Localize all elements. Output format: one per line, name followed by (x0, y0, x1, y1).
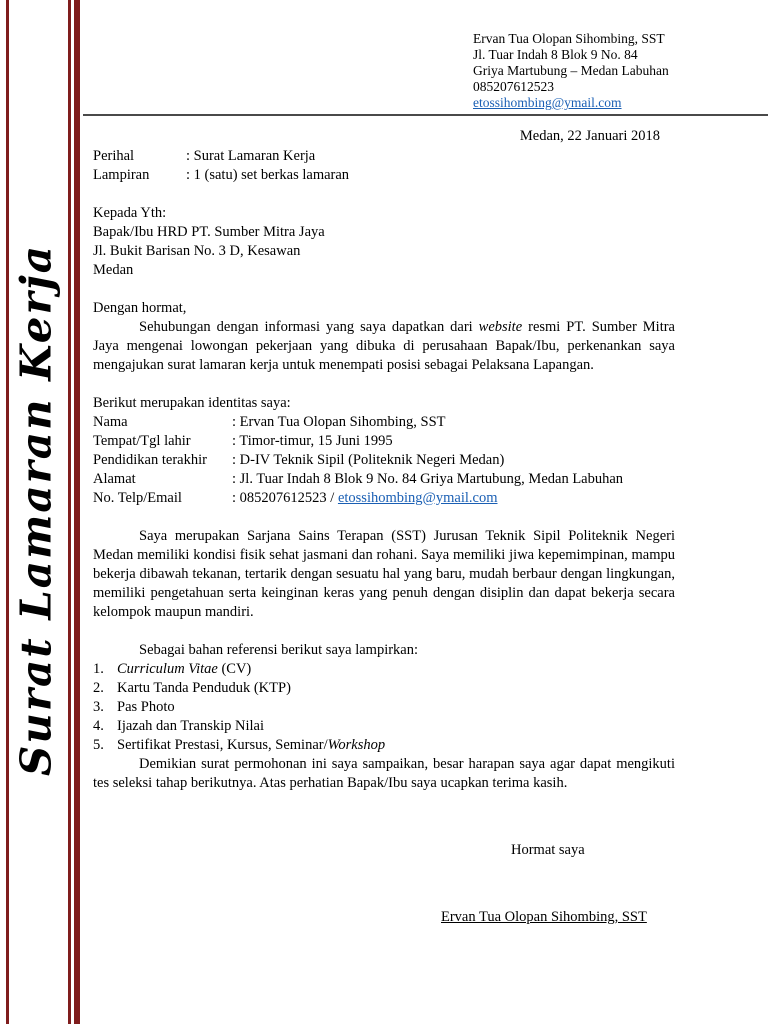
recipient-line-2: Jl. Bukit Barisan No. 3 D, Kesawan (93, 243, 301, 259)
list-item: 3. Pas Photo (93, 699, 175, 715)
attachments-intro: Sebagai bahan referensi berikut saya lampirkan: (139, 642, 419, 658)
paragraph-intro: Sehubungan dengan informasi yang saya dapatkan dari website resmi PT. Sumber Mitra Jaya mengenai lowongan pekerjaan yang dibuka di perusahaan Bapak/Ibu, perkenankan saya mengajukan surat lamaran kerja untuk menempati posisi sebagai Pelaksana Lapangan. (93, 319, 675, 373)
perihal-label: Perihal (93, 148, 135, 164)
identity-row-contact: No. Telp/Email : 085207612523 / etossihombing@ymail.com (93, 490, 498, 506)
identity-row: Alamat : Jl. Tuar Indah 8 Blok 9 No. 84 Griya Martubung, Medan Labuhan (93, 471, 624, 487)
identity-row: Nama : Ervan Tua Olopan Sihombing, SST (93, 414, 446, 430)
list-item: 4. Ijazah dan Transkip Nilai (93, 718, 264, 734)
lampiran-label: Lampiran (93, 167, 150, 183)
paragraph-qualifications: Saya merupakan Sarjana Sains Terapan (SST) Jurusan Teknik Sipil Politeknik Negeri Medan memiliki kondisi fisik sehat jasmani dan rohani. Saya memiliki jiwa kepemimpinan, mampu bekerja dibawah tekanan, tertarik dengan sesuatu hal yang baru, mudah berbaur dengan lingkungan, memiliki pengetahuan serta keinginan keras yang penuh dengan disiplin dan dapat bekerja secara kelompok maupun mandiri. (93, 528, 675, 620)
border-line-outer (6, 0, 9, 1024)
recipient-greeting: Kepada Yth: (93, 205, 167, 221)
sender-phone: 085207612523 (473, 79, 554, 94)
recipient-line-3: Medan (93, 262, 134, 278)
border-line-thick (74, 0, 80, 1024)
list-item: 2. Kartu Tanda Penduduk (KTP) (93, 680, 291, 696)
letter-date: Medan, 22 Januari 2018 (519, 128, 660, 144)
identity-row: Pendidikan terakhir : D-IV Teknik Sipil (Politeknik Negeri Medan) (93, 452, 505, 468)
lampiran-value: : 1 (satu) set berkas lamaran (186, 167, 350, 183)
list-item: 1. Curriculum Vitae (CV) (93, 661, 252, 677)
attachment-row (93, 166, 675, 185)
list-item: 5. Sertifikat Prestasi, Kursus, Seminar/Workshop (93, 737, 386, 753)
identity-intro: Berikut merupakan identitas saya: (93, 395, 291, 411)
letter-body (93, 147, 675, 793)
opening-salutation: Dengan hormat, (93, 300, 187, 316)
sender-name: Ervan Tua Olopan Sihombing, SST (473, 31, 665, 46)
border-line-inner (68, 0, 71, 1024)
sender-address-2: Griya Martubung – Medan Labuhan (473, 63, 669, 78)
sender-block (473, 31, 669, 111)
header-rule (83, 114, 768, 116)
sender-address-1: Jl. Tuar Indah 8 Blok 9 No. 84 (473, 47, 638, 62)
side-title: Surat Lamaran Kerja (11, 244, 61, 776)
attachments-list (93, 660, 675, 755)
signer-name: Ervan Tua Olopan Sihombing, SST (441, 909, 647, 925)
sender-email-link[interactable]: etossihombing@ymail.com (473, 95, 622, 110)
contact-email-link[interactable]: etossihombing@ymail.com (337, 490, 498, 506)
paragraph-closing: Demikian surat permohonan ini saya sampaikan, besar harapan saya agar dapat mengikuti tes seleksi tahap berikutnya. Atas perhatian Bapak/Ibu saya ucapkan terima kasih. (93, 756, 675, 791)
subject-row (93, 147, 675, 166)
left-border (0, 0, 81, 1024)
identity-row: Tempat/Tgl lahir : Timor-timur, 15 Juni 1995 (93, 433, 393, 449)
perihal-value: : Surat Lamaran Kerja (186, 148, 316, 164)
recipient-line-1: Bapak/Ibu HRD PT. Sumber Mitra Jaya (93, 224, 325, 240)
closing-phrase: Hormat saya (511, 842, 585, 858)
